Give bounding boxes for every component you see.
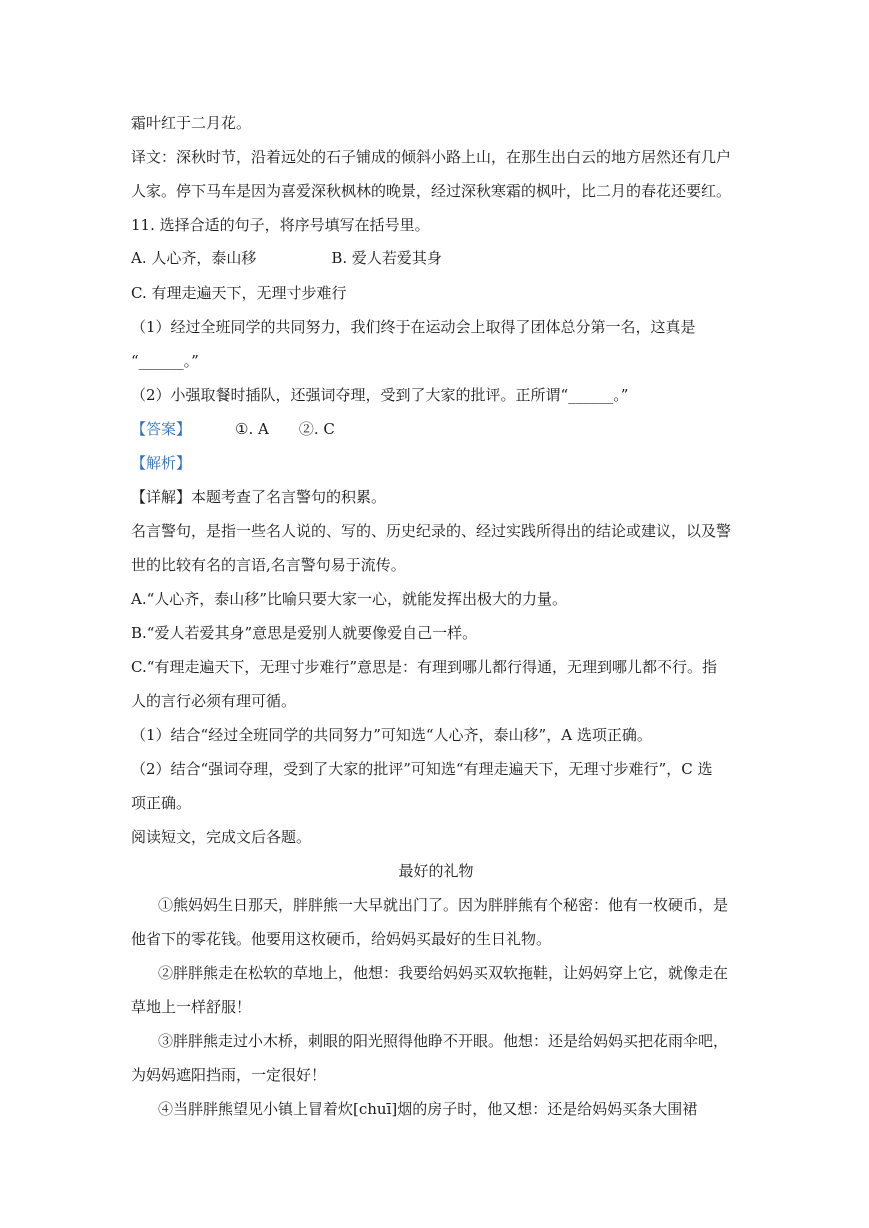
text-line: 霜叶红于二月花。 xyxy=(131,114,252,132)
subquestion-1: （1）经过全班同学的共同努力，我们终于在运动会上取得了团体总分第一名，这真是 xyxy=(131,318,696,336)
answer-line xyxy=(131,419,741,439)
answer-tag: 【答案】 xyxy=(131,420,192,438)
story-line: 草地上一样舒服！ xyxy=(131,998,252,1016)
question-11: 11. 选择合适的句子，将序号填写在括号里。 xyxy=(131,216,430,234)
detail-line: 人的言行必须有理可循。 xyxy=(131,692,297,710)
reading-instruction: 阅读短文，完成文后各题。 xyxy=(131,828,312,846)
detail-line: 名言警句，是指一些名人说的、写的、历史纪录的、经过实践所得出的结论或建议，以及警 xyxy=(131,522,732,540)
subquestion-1-blank: “______。” xyxy=(131,352,199,370)
detail-line: （1）结合“经过全班同学的共同努力”可知选“人心齐，泰山移”，A 选项正确。 xyxy=(131,726,652,744)
text-line: 译文：深秋时节，沿着远处的石子铺成的倾斜小路上山，在那生出白云的地方居然还有几户 xyxy=(131,148,732,166)
story-line: 为妈妈遮阳挡雨，一定很好！ xyxy=(131,1066,327,1084)
detail-line: 世的比较有名的言语,名言警句易于流传。 xyxy=(131,556,406,574)
detail-line: A.“人心齐，泰山移”比喻只要大家一心，就能发挥出极大的力量。 xyxy=(131,590,567,608)
story-line: 他省下的零花钱。他要用这枚硬币，给妈妈买最好的生日礼物。 xyxy=(131,930,552,948)
story-line: ③胖胖熊走过小木桥，刺眼的阳光照得他睁不开眼。他想：还是给妈妈买把花雨伞吧， xyxy=(158,1032,729,1050)
story-title: 最好的礼物 xyxy=(398,862,474,880)
answer-content: ①. A ②. C xyxy=(235,420,335,438)
story-line: ①熊妈妈生日那天，胖胖熊一大早就出门了。因为胖胖熊有个秘密：他有一枚硬币，是 xyxy=(158,896,729,914)
option-line-c: C. 有理走遍天下，无理寸步难行 xyxy=(131,284,347,302)
detail-line: （2）结合“强词夺理，受到了大家的批评”可知选“有理走遍天下，无理寸步难行”，C 选 xyxy=(131,760,713,778)
detail-line: B.“爱人若爱其身”意思是爱别人就要像爱自己一样。 xyxy=(131,624,478,642)
detail-line: 项正确。 xyxy=(131,794,192,812)
option-line-ab: A. 人心齐，泰山移 B. 爱人若爱其身 xyxy=(131,249,442,267)
text-line: 人家。停下马车是因为喜爱深秋枫林的晚景，经过深秋寒霜的枫叶，比二月的春花还要红。 xyxy=(131,182,732,200)
analysis-tag: 【解析】 xyxy=(131,454,192,472)
story-line: ④当胖胖熊望见小镇上冒着炊[chuī]烟的房子时，他又想：还是给妈妈买条大围裙 xyxy=(158,1100,698,1118)
detail-line: 【详解】本题考查了名言警句的积累。 xyxy=(131,488,387,506)
detail-line: C.“有理走遍天下，无理寸步难行”意思是：有理到哪儿都行得通，无理到哪儿都不行。指 xyxy=(131,658,718,676)
subquestion-2: （2）小强取餐时插队，还强词夺理，受到了大家的批评。正所谓“______。” xyxy=(131,386,629,404)
story-line: ②胖胖熊走在松软的草地上，他想：我要给妈妈买双软拖鞋，让妈妈穿上它，就像走在 xyxy=(158,964,729,982)
